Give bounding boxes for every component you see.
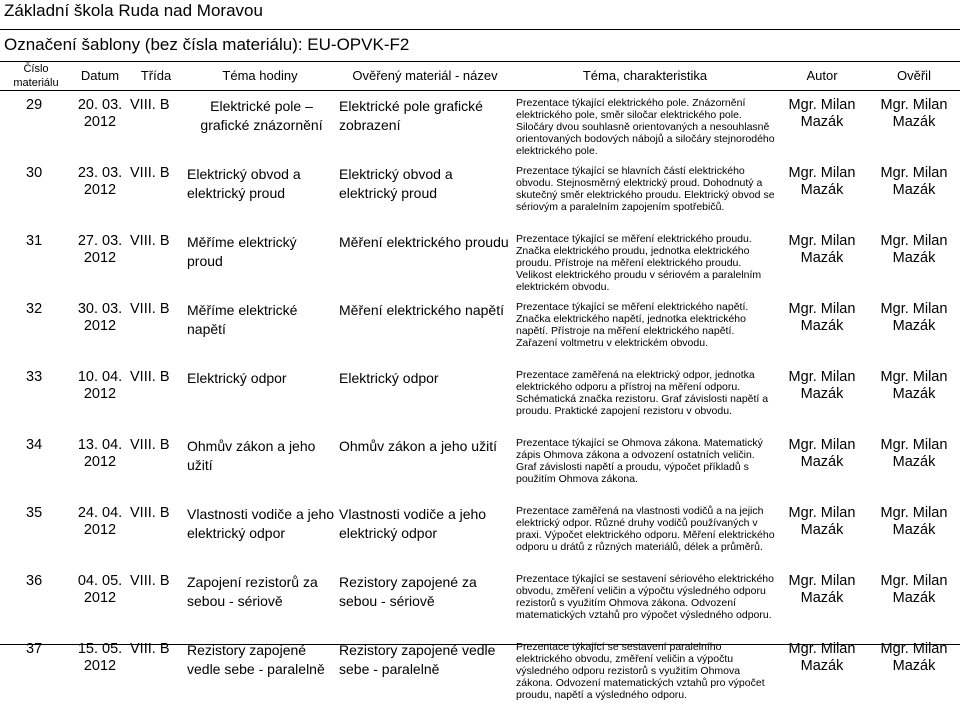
cell-overeny: Ohmův zákon a jeho užití [339,438,497,454]
cell-tema: Rezistory zapojené vedle sebe - paralelně [187,642,325,677]
cell-datum: 30. 03. 2012 [77,301,123,334]
cell-charakteristika: Prezentace zaměřená na vlastnosti vodičů a na jejich elektrický odpor. Různé druhy vodičů používaných v praxi. Výpočet elektrického odporu. Měření elektrického odporu u drátů z různých materiálů, délek a průměrů. [516,505,775,553]
cell-overeny: Elektrické pole grafické zobrazení [339,98,483,133]
cell-charakteristika: Prezentace týkající se sestavení paralelního elektrického obvodu, změření veličin a výpočtu výsledného odporu rezistorů s využitím Ohmova zákona. Odvození matematických vztahů pro výpočet proudu, napětí a výsledného odporu. [516,641,765,701]
cell-datum: 23. 03. 2012 [77,165,123,198]
cell-cislo: 36 [26,573,43,589]
cell-datum: 13. 04. 2012 [77,437,123,470]
cell-cislo: 35 [26,505,43,521]
table-row [0,635,960,703]
materials-table [0,62,960,703]
cell-datum: 15. 05. 2012 [77,641,123,674]
cell-charakteristika: Prezentace týkající se měření elektrického proudu. Značka elektrického proudu, jednotka elektrického proudu. Přístroje na měření elektrického proudu. Velikost elektrického proudu v sériovém a paralelním elektrickém obvodu. [516,233,762,293]
cell-datum: 04. 05. 2012 [77,573,123,606]
cell-trida: VIII. B [130,165,170,181]
cell-trida: VIII. B [130,233,170,249]
school-name: Základní škola Ruda nad Moravou [4,1,263,20]
table-row [0,363,960,431]
cell-charakteristika: Prezentace zaměřená na elektrický odpor, jednotka elektrického odporu a přístroj na měření odporu. Schématická značka rezistoru. Graf závislosti napětí a proudu. Praktické zapojení rezistoru v obvodu. [516,369,769,417]
table-row [0,295,960,363]
table-row [0,431,960,499]
cell-autor: Mgr. Milan Mazák [788,301,856,334]
cell-autor: Mgr. Milan Mazák [788,369,856,402]
header-overeny: Ověřený materiál - název [336,62,514,91]
cell-autor: Mgr. Milan Mazák [788,641,856,674]
cell-autor: Mgr. Milan Mazák [788,437,856,470]
cell-datum: 10. 04. 2012 [77,369,123,402]
cell-overeny: Vlastnosti vodiče a jeho elektrický odpor [339,506,487,541]
cell-overeny: Elektrický obvod a elektrický proud [339,166,453,201]
cell-trida: VIII. B [130,301,170,317]
cell-trida: VIII. B [130,369,170,385]
template-label: Označení šablony (bez čísla materiálu): EU-OPVK-F2 [4,35,410,54]
cell-cislo: 31 [26,233,43,249]
cell-overil: Mgr. Milan Mazák [880,97,948,130]
cell-overil: Mgr. Milan Mazák [880,165,948,198]
cell-tema: Vlastnosti vodiče a jeho elektrický odpor [187,506,335,541]
cell-overil: Mgr. Milan Mazák [880,505,948,538]
cell-overeny: Rezistory zapojené vedle sebe - paralelně [339,642,496,677]
cell-tema: Zapojení rezistorů za sebou - sériově [187,574,318,609]
cell-overil: Mgr. Milan Mazák [880,369,948,402]
header-tema: Téma hodiny [184,62,336,91]
cell-trida: VIII. B [130,573,170,589]
table-row [0,567,960,635]
cell-trida: VIII. B [130,97,170,113]
table-row [0,499,960,567]
cell-charakteristika: Prezentace týkající se sestavení sériového elektrického obvodu, změření veličin a výpočtu výsledného odporu rezistorů s využitím Ohmova zákona. Odvození matematických vztahů pro výpočet výsledného odporu. [516,573,774,621]
cell-cislo: 34 [26,437,43,453]
header-cislo: Číslo materiálu [0,62,72,91]
header-datum: Datum [72,62,128,91]
cell-tema: Měříme elektrické napětí [187,302,298,337]
cell-cislo: 32 [26,301,43,317]
cell-datum: 27. 03. 2012 [77,233,123,266]
header-trida: Třída [128,62,184,91]
cell-overil: Mgr. Milan Mazák [880,573,948,606]
cell-datum: 20. 03. 2012 [77,97,123,130]
header-autor: Autor [776,62,868,91]
cell-overil: Mgr. Milan Mazák [880,437,948,470]
cell-tema: Měříme elektrický proud [187,234,297,269]
cell-autor: Mgr. Milan Mazák [788,165,856,198]
header-overil: Ověřil [868,62,960,91]
cell-overeny: Rezistory zapojené za sebou - sériově [339,574,477,609]
cell-tema: Elektrické pole – grafické znázornění [200,98,323,133]
cell-cislo: 29 [26,97,43,113]
cell-trida: VIII. B [130,437,170,453]
bottom-rule [0,644,960,645]
table-row [0,91,960,160]
cell-trida: VIII. B [130,641,170,657]
cell-charakteristika: Prezentace týkající se Ohmova zákona. Matematický zápis Ohmova zákona a odvození ostatních veličin. Graf závislosti napětí a proudu, výpočet příkladů s použitím Ohmova zákona. [516,437,763,485]
table-row [0,227,960,295]
cell-cislo: 33 [26,369,43,385]
cell-datum: 24. 04. 2012 [77,505,123,538]
cell-overil: Mgr. Milan Mazák [880,233,948,266]
template-label-bar [0,29,960,62]
cell-cislo: 37 [26,641,43,657]
cell-tema: Ohmův zákon a jeho užití [187,438,316,473]
cell-autor: Mgr. Milan Mazák [788,233,856,266]
cell-autor: Mgr. Milan Mazák [788,573,856,606]
cell-charakteristika: Prezentace týkající se měření elektrického napětí. Značka elektrického napětí, jednotka elektrického napětí. Přístroje na měření elektrického napětí. Zařazení voltmetru v elektrickém obvodu. [516,301,749,349]
cell-charakteristika: Prezentace týkající elektrického pole. Znázornění elektrického pole, směr siločar elektrického pole. Siločáry dvou souhlasně orientovaných a nesouhlasně orientovaných bodových nábojů a siločáry stejnorodého elektrického pole. [516,97,775,157]
cell-autor: Mgr. Milan Mazák [788,97,856,130]
cell-charakteristika: Prezentace týkající se hlavních částí elektrického obvodu. Stejnosměrný elektrický proud. Dohodnutý a skutečný směr elektrického proudu. Elektrický obvod se sériovým a paralelním zapojením spotřebičů. [516,165,775,213]
cell-autor: Mgr. Milan Mazák [788,505,856,538]
table-row [0,159,960,227]
cell-tema: Elektrický odpor [187,370,287,386]
cell-overil: Mgr. Milan Mazák [880,301,948,334]
cell-trida: VIII. B [130,505,170,521]
cell-overil: Mgr. Milan Mazák [880,641,948,674]
cell-overeny: Elektrický odpor [339,370,439,386]
cell-cislo: 30 [26,165,43,181]
table-header-row [0,62,960,91]
header-charakteristika: Téma, charakteristika [514,62,776,91]
cell-overeny: Měření elektrického napětí [339,302,504,318]
cell-overeny: Měření elektrického proudu [339,234,509,250]
cell-tema: Elektrický obvod a elektrický proud [187,166,301,201]
